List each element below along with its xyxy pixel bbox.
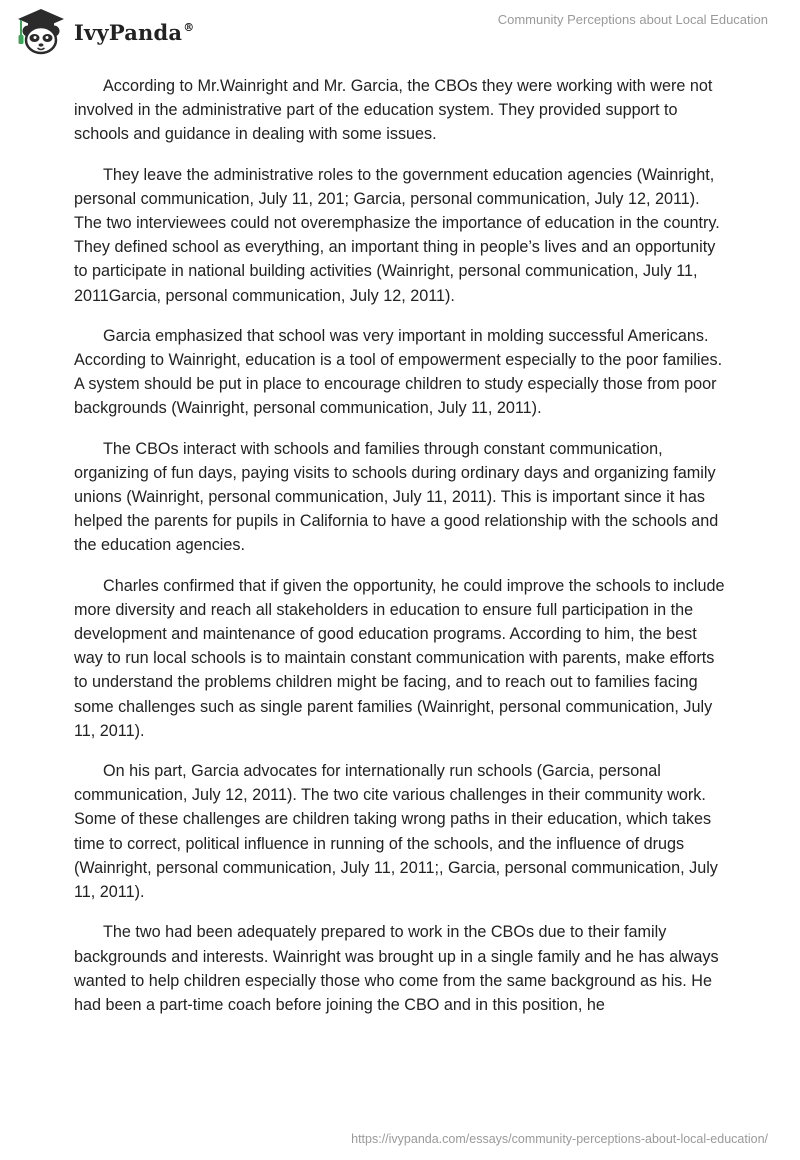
essay-body	[74, 74, 726, 1033]
document-title: Community Perceptions about Local Education	[497, 12, 768, 27]
source-url[interactable]: https://ivypanda.com/essays/community-perceptions-about-local-education/	[351, 1132, 768, 1146]
ivypanda-logo[interactable]	[14, 6, 194, 56]
paragraph: The CBOs interact with schools and families through constant communication, organizing of fun days, paying visits to schools during ordinary days and organizing family unions (Wainright, personal communication, July 11, 2011). This is important since it has helped the parents for pupils in California to have a good relationship with the schools and the education agencies.	[74, 439, 719, 555]
paragraph: According to Mr.Wainright and Mr. Garcia, the CBOs they were working with were not involved in the administrative part of the education system. They provided support to schools and guidance in dealing with some issues.	[74, 77, 713, 144]
logo-text: IvyPanda	[74, 19, 183, 45]
paragraph: They leave the administrative roles to the government education agencies (Wainright, personal communication, July 11, 201; Garcia, personal communication, July 12, 2011). The two interviewees could not overemphasize the importance of education in the country. They defined school as everything, an important thing in people’s lives and an opportunity to participate in national building activities (Wainright, personal communication, July 11, 2011Garcia, personal communication, July 12, 2011).	[74, 165, 720, 305]
paragraph: The two had been adequately prepared to work in the CBOs due to their family backgrounds and interests. Wainright was brought up in a single family and he has always wanted to help children especially those who come from the same background as his. He had been a part-time coach before joining the CBO and in this position, he	[74, 923, 719, 1014]
paragraph: On his part, Garcia advocates for internationally run schools (Garcia, personal communication, July 12, 2011). The two cite various challenges in their community work. Some of these challenges are children taking wrong paths in their education, which takes time to correct, political influence in running of the schools, and the influence of drugs (Wainright, personal communication, July 11, 2011;, Garcia, personal communication, July 11, 2011).	[74, 762, 718, 902]
registered-mark: ®	[183, 20, 195, 34]
page-header	[0, 0, 800, 60]
paragraph: Garcia emphasized that school was very important in molding successful Americans. According to Wainright, education is a tool of empowerment especially to the poor families. A system should be put in place to encourage children to study especially those from poor backgrounds (Wainright, personal communication, July 11, 2011).	[74, 326, 723, 418]
paragraph: Charles confirmed that if given the opportunity, he could improve the schools to include more diversity and reach all stakeholders in education to ensure full participation in the development and maintenance of good education programs. According to him, the best way to run local schools is to maintain constant communication with parents, make efforts to understand the problems children might be facing, and to reach out to families facing some challenges such as single parent families (Wainright, personal communication, July 11, 2011).	[74, 576, 725, 740]
logo-wordmark	[74, 20, 194, 45]
panda-graduation-cap-icon	[14, 6, 68, 56]
